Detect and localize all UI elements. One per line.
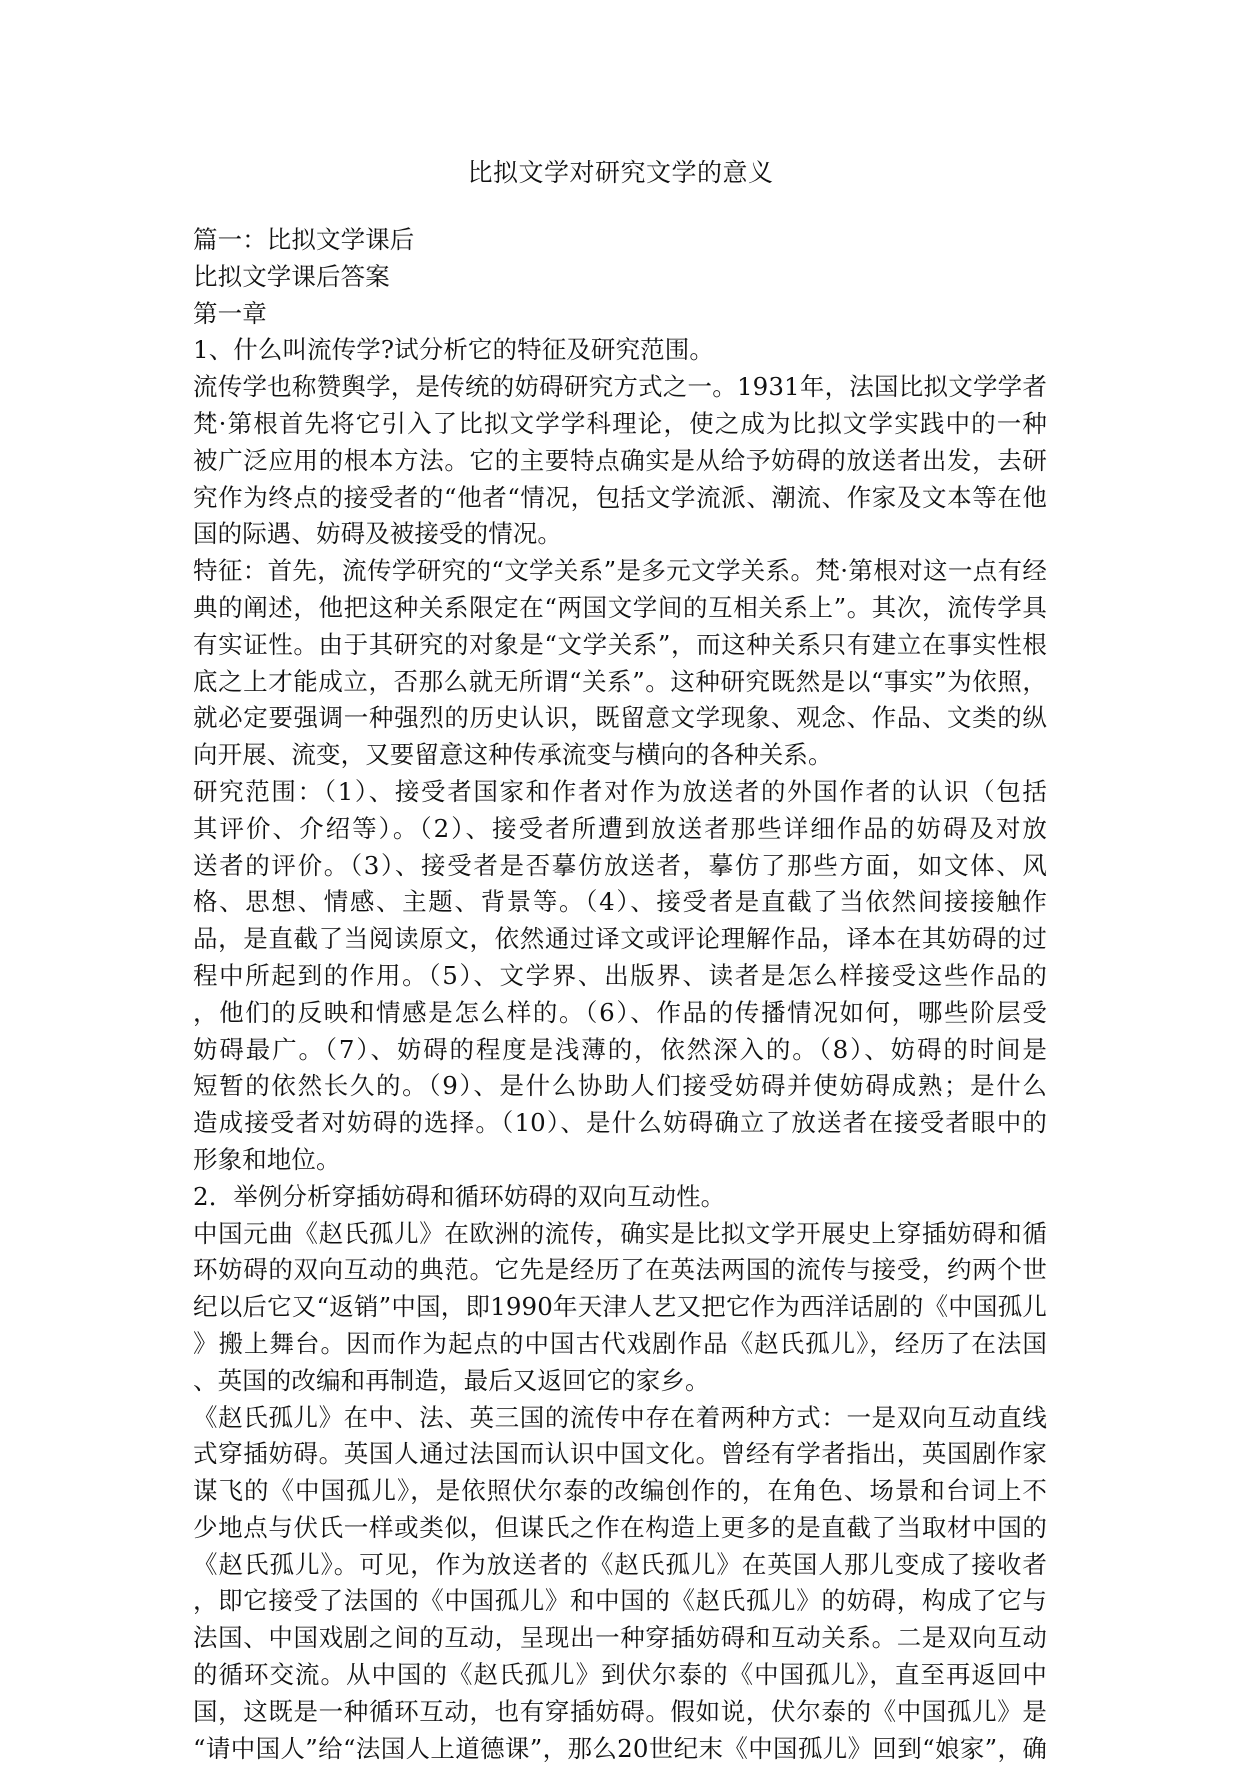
text-line: 国的际遇、妨碍及被接受的情况。 — [193, 519, 562, 549]
text-line: 其评价、介绍等）。（2）、接受者所遭到放送者那些详细作品的妨碍及对放 — [193, 813, 1047, 843]
text-line: 有实证性。由于其研究的对象是“文学关系”，而这种关系只有建立在事实性根 — [193, 629, 1047, 659]
text-line: 比拟文学课后答案 — [193, 261, 390, 291]
text-line: 梵·第根首先将它引入了比拟文学学科理论，使之成为比拟文学实践中的一种 — [193, 408, 1047, 438]
text-line: 就必定要强调一种强烈的历史认识，既留意文学现象、观念、作品、文类的纵 — [193, 703, 1047, 733]
text-line: 《赵氏孤儿》。可见，作为放送者的《赵氏孤儿》在英国人那儿变成了接收者 — [193, 1549, 1047, 1579]
text-line: 研究范围：（1）、接受者国家和作者对作为放送者的外国作者的认识（包括 — [193, 776, 1047, 806]
text-line: 程中所起到的作用。（5）、文学界、出版界、读者是怎么样接受这些作品的 — [193, 960, 1047, 990]
text-line: 流传学也称赞舆学，是传统的妨碍研究方式之一。1931年，法国比拟文学学者 — [193, 372, 1047, 402]
text-line: 式穿插妨碍。英国人通过法国而认识中国文化。曾经有学者指出，英国剧作家 — [193, 1439, 1047, 1469]
text-line: 、英国的改编和再制造，最后又返回它的家乡。 — [193, 1365, 710, 1395]
text-line: 品，是直截了当阅读原文，依然通过译文或评论理解作品，译本在其妨碍的过 — [193, 924, 1047, 954]
text-line: 第一章 — [193, 298, 267, 328]
text-line: 1、什么叫流传学?试分析它的特征及研究范围。 — [193, 335, 714, 365]
text-line: 篇一：比拟文学课后 — [193, 225, 415, 254]
text-line: 纪以后它又“返销”中国，即1990年天津人艺又把它作为西洋话剧的《中国孤儿 — [193, 1292, 1047, 1322]
text-line: 中国元曲《赵氏孤儿》在欧洲的流传，确实是比拟文学开展史上穿插妨碍和循 — [193, 1218, 1047, 1248]
text-line: 短暂的依然长久的。（9）、是什么协助人们接受妨碍并使妨碍成熟；是什么 — [193, 1071, 1047, 1101]
text-line: 国，这既是一种循环互动，也有穿插妨碍。假如说，伏尔泰的《中国孤儿》是 — [193, 1696, 1047, 1726]
text-line: 造成接受者对妨碍的选择。（10）、是什么妨碍确立了放送者在接受者眼中的 — [193, 1108, 1047, 1138]
text-line: 形象和地位。 — [193, 1144, 341, 1174]
text-line: 典的阐述，他把这种关系限定在“两国文学间的互相关系上”。其次，流传学具 — [193, 592, 1047, 622]
text-line: 谋飞的《中国孤儿》，是依照伏尔泰的改编创作的，在角色、场景和台词上不 — [193, 1476, 1047, 1506]
text-line: 被广泛应用的根本方法。它的主要特点确实是从给予妨碍的放送者出发，去研 — [193, 445, 1047, 475]
text-line: 》搬上舞台。因而作为起点的中国古代戏剧作品《赵氏孤儿》，经历了在法国 — [193, 1328, 1047, 1358]
text-line: 格、思想、情感、主题、背景等。（4）、接受者是直截了当依然间接接触作 — [193, 887, 1047, 917]
text-line: 法国、中国戏剧之间的互动，呈现出一种穿插妨碍和互动关系。二是双向互动 — [193, 1623, 1047, 1653]
text-line: 究作为终点的接受者的“他者“情况，包括文学流派、潮流、作家及文本等在他 — [193, 482, 1047, 512]
text-line: 环妨碍的双向互动的典范。它先是经历了在英法两国的流传与接受，约两个世 — [193, 1255, 1047, 1285]
text-line: 底之上才能成立，否那么就无所谓“关系”。这种研究既然是以“事实”为依照， — [193, 666, 1047, 696]
text-line: ，他们的反映和情感是怎么样的。（6）、作品的传播情况如何，哪些阶层受 — [193, 997, 1047, 1027]
text-line: 送者的评价。（3）、接受者是否摹仿放送者，摹仿了那些方面，如文体、风 — [193, 850, 1047, 880]
document-body — [193, 222, 1047, 1767]
text-line: 特征：首先，流传学研究的“文学关系”是多元文学关系。梵·第根对这一点有经 — [193, 556, 1047, 586]
text-line: “请中国人”给“法国人上道德课”，那么20世纪末《中国孤儿》回到“娘家”，确 — [193, 1733, 1047, 1763]
text-line: 妨碍最广。（7）、妨碍的程度是浅薄的，依然深入的。（8）、妨碍的时间是 — [193, 1034, 1047, 1064]
text-line: 向开展、流变，又要留意这种传承流变与横向的各种关系。 — [193, 740, 833, 770]
text-line: 《赵氏孤儿》在中、法、英三国的流传中存在着两种方式：一是双向互动直线 — [193, 1402, 1047, 1432]
text-line: ，即它接受了法国的《中国孤儿》和中国的《赵氏孤儿》的妨碍，构成了它与 — [193, 1586, 1047, 1616]
text-line: 少地点与伏氏一样或类似，但谋氏之作在构造上更多的是直截了当取材中国的 — [193, 1512, 1047, 1542]
text-line: 的循环交流。从中国的《赵氏孤儿》到伏尔泰的《中国孤儿》，直至再返回中 — [193, 1660, 1047, 1690]
page-title: 比拟文学对研究文学的意义 — [467, 158, 774, 187]
text-line: 2．举例分析穿插妨碍和循环妨碍的双向互动性。 — [193, 1181, 726, 1211]
